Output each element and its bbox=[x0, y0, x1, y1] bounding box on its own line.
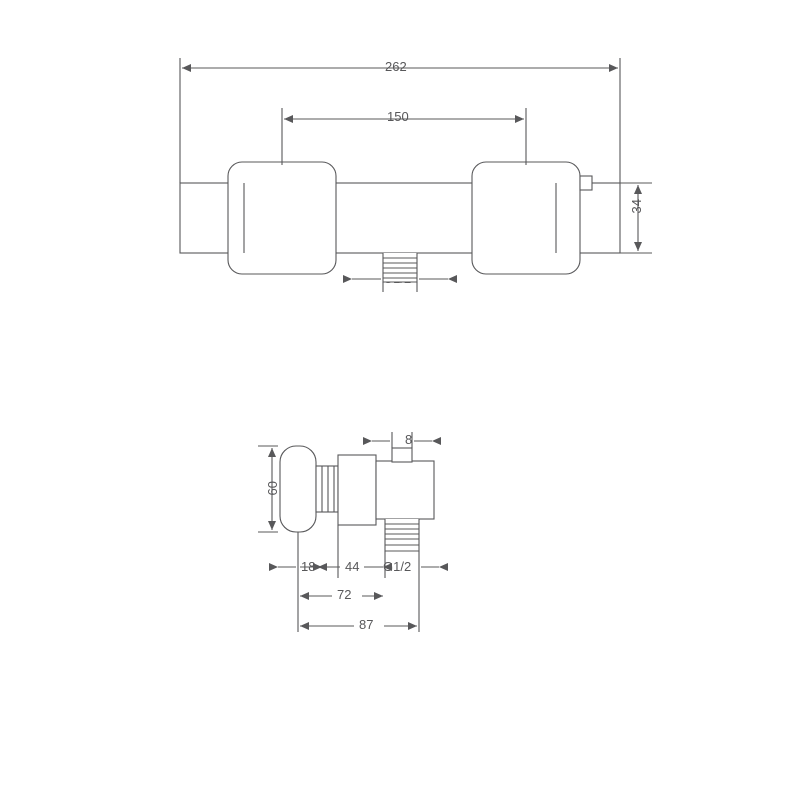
dim-label-handle-center-distance: 150 bbox=[384, 110, 412, 124]
dim-label-body-depth: 44 bbox=[342, 560, 362, 574]
front-view-geometry bbox=[180, 162, 620, 282]
dim-label-partial-depth: 72 bbox=[334, 588, 354, 602]
dim-label-outlet-width: 8 bbox=[402, 433, 415, 447]
dim-label-total-depth: 87 bbox=[356, 618, 376, 632]
dim-label-body-height: 34 bbox=[630, 196, 644, 216]
dim-label-overall-width: 262 bbox=[382, 60, 410, 74]
dim-label-handle-diameter: 60 bbox=[266, 478, 280, 498]
dim-label-handle-depth: 18 bbox=[298, 560, 318, 574]
dim-label-inlet-thread: G1/2 bbox=[380, 560, 414, 574]
side-view-geometry bbox=[280, 446, 434, 551]
